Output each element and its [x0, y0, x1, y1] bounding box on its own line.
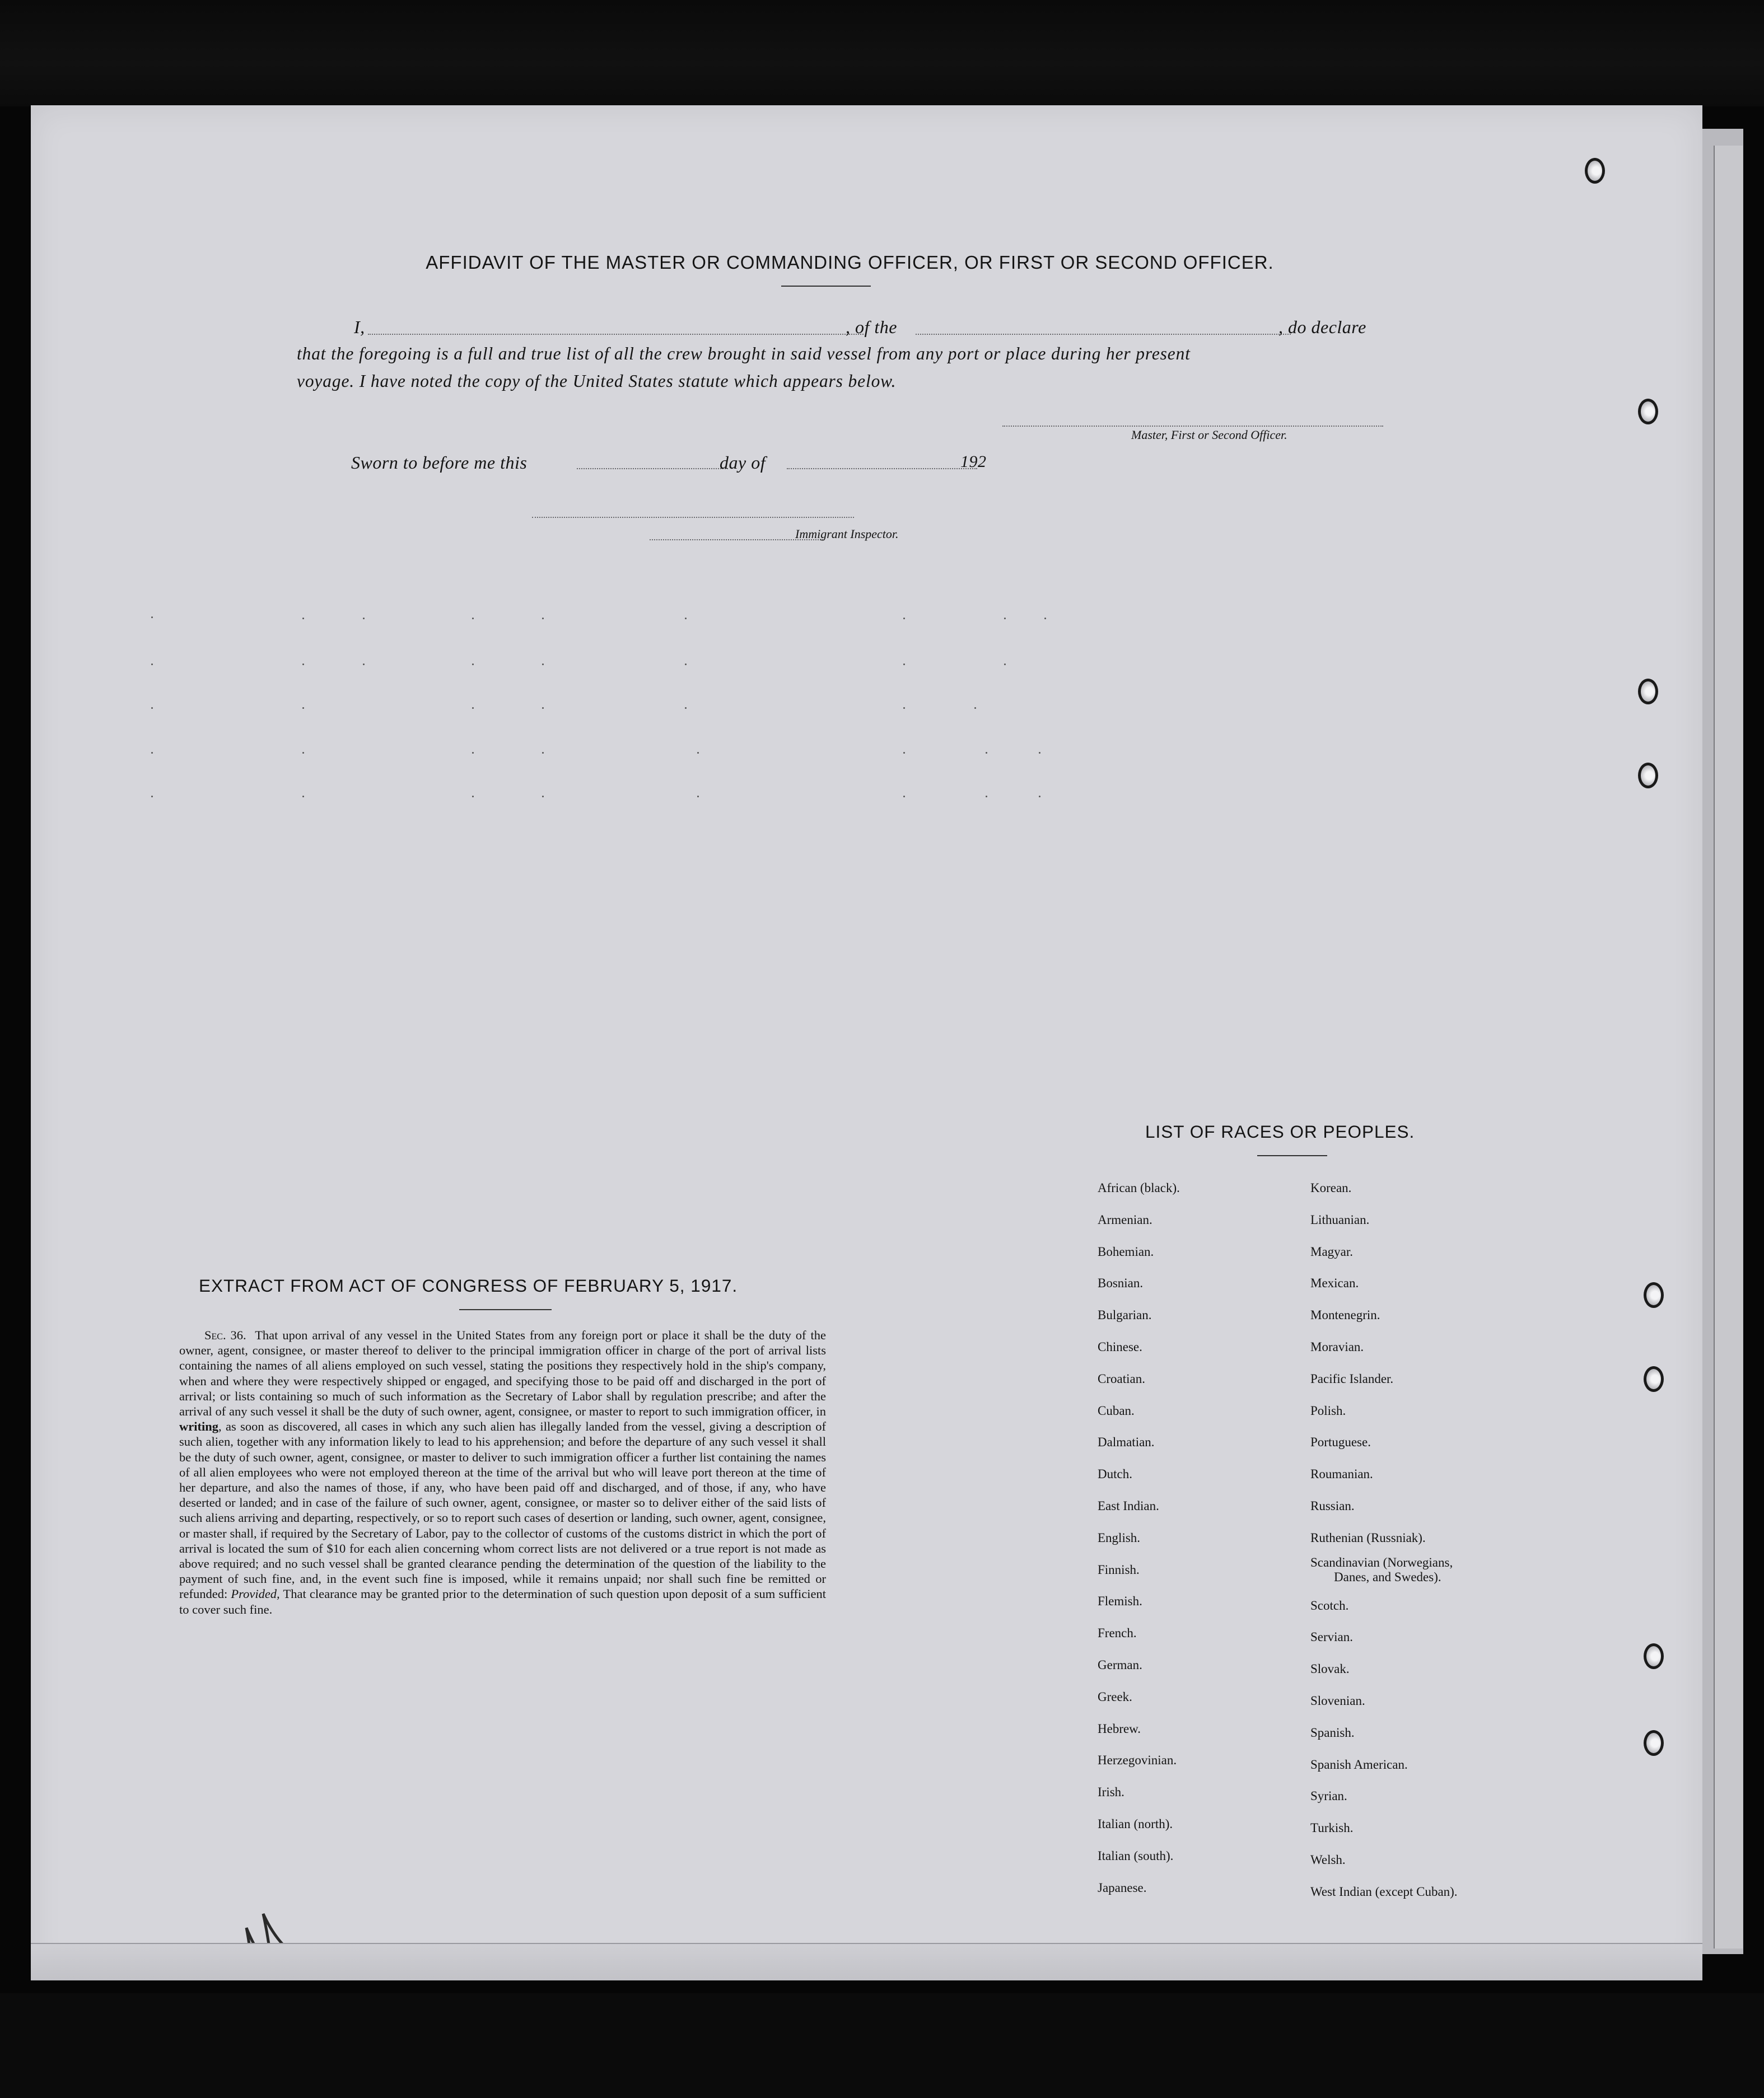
race-item: [1098, 1427, 1180, 1459]
race-item-label: Armenian.: [1098, 1212, 1152, 1227]
race-item: [1310, 1172, 1458, 1204]
writing-word: writing: [179, 1419, 218, 1434]
grid-dot: [974, 707, 976, 709]
race-item-label: Italian (south).: [1098, 1848, 1174, 1863]
scanner-surround-bottom: [0, 1993, 1764, 2098]
race-item: [1310, 1844, 1458, 1876]
grid-dot: [1004, 663, 1006, 665]
binder-hole-icon: [1644, 1730, 1664, 1756]
provided-word: Provided,: [231, 1587, 280, 1601]
race-item-label: Slovenian.: [1310, 1693, 1365, 1708]
race-item-label: Scandinavian (Norwegians,: [1310, 1555, 1453, 1569]
race-item: [1098, 1172, 1180, 1204]
grid-dot: [685, 707, 687, 709]
race-item: [1098, 1459, 1180, 1490]
extract-body-part-3: That clearance may be granted prior to the determination of such question upon deposit of a sum sufficient to cover such fine.: [179, 1587, 827, 1616]
race-item-label: East Indian.: [1098, 1498, 1159, 1513]
races-column-1: [1098, 1172, 1180, 1904]
race-item-label-continuation: Danes, and Swedes).: [1334, 1569, 1441, 1584]
extract-title-rule: [459, 1309, 552, 1310]
grid-dot: [151, 616, 153, 618]
race-item: [1310, 1717, 1458, 1749]
race-item: [1098, 1236, 1180, 1268]
section-label: Sec. 36.: [204, 1328, 246, 1342]
race-item-label: Herzegovinian.: [1098, 1753, 1177, 1768]
race-item: [1310, 1522, 1458, 1554]
race-item: [1098, 1809, 1180, 1840]
race-item: [1310, 1685, 1458, 1717]
race-item-label: Moravian.: [1310, 1339, 1364, 1354]
race-item-label: Flemish.: [1098, 1594, 1142, 1609]
binder-hole-icon: [1638, 399, 1658, 424]
grid-dot: [542, 663, 544, 665]
sworn-month-field[interactable]: [787, 468, 977, 469]
race-item-label: Roumanian.: [1310, 1467, 1373, 1482]
grid-dot: [542, 752, 544, 754]
race-item-label: Irish.: [1098, 1785, 1124, 1800]
affidavit-title: AFFIDAVIT OF THE MASTER OR COMMANDING OFFICER, OR FIRST OR SECOND OFFICER.: [426, 252, 1274, 273]
race-item: [1310, 1459, 1458, 1490]
race-item: [1098, 1331, 1180, 1363]
race-item: [1310, 1300, 1458, 1331]
page-bottom-fold: [31, 1943, 1702, 1980]
race-item: [1098, 1745, 1180, 1777]
inspector-caption: Immigrant Inspector.: [795, 527, 899, 541]
race-item-label: Japanese.: [1098, 1880, 1147, 1895]
race-item: [1098, 1681, 1180, 1713]
race-item-label: Italian (north).: [1098, 1816, 1173, 1831]
inspector-title-line: [532, 517, 854, 518]
race-item-label: African (black).: [1098, 1181, 1180, 1195]
race-item: [1310, 1204, 1458, 1236]
binder-hole-icon: [1644, 1282, 1664, 1308]
extract-body: [179, 1328, 826, 1617]
race-item-label: Greek.: [1098, 1689, 1132, 1704]
grid-dot: [472, 707, 474, 709]
race-item-label: Lithuanian.: [1310, 1212, 1370, 1227]
race-item-label: Dalmatian.: [1098, 1435, 1155, 1450]
year-label: 192: [960, 452, 987, 471]
grid-dot: [1044, 618, 1046, 619]
race-item: [1310, 1331, 1458, 1363]
race-item: [1098, 1300, 1180, 1331]
race-item: [1310, 1363, 1458, 1395]
race-item-label: Korean.: [1310, 1181, 1352, 1195]
race-item: [1310, 1590, 1458, 1622]
affidavit-of-the-label: , of the: [846, 317, 897, 337]
race-item-label: English.: [1098, 1530, 1141, 1545]
race-item: [1098, 1777, 1180, 1809]
grid-dot: [151, 663, 153, 665]
binder-hole-icon: [1644, 1366, 1664, 1392]
grid-dot: [1039, 796, 1040, 797]
race-item: [1098, 1840, 1180, 1872]
race-item: [1310, 1268, 1458, 1300]
race-item: [1310, 1749, 1458, 1781]
grid-dot: [302, 618, 304, 619]
binder-hole-icon: [1638, 763, 1658, 788]
grid-dot: [472, 752, 474, 754]
race-item-label: Cuban.: [1098, 1403, 1135, 1418]
binder-hole-icon: [1585, 158, 1605, 184]
race-item-label: Ruthenian (Russniak).: [1310, 1530, 1426, 1545]
grid-dot: [542, 618, 544, 619]
race-item: [1098, 1650, 1180, 1681]
race-item: [1098, 1204, 1180, 1236]
race-item-label: Bosnian.: [1098, 1276, 1144, 1291]
grid-dot: [363, 618, 365, 619]
race-item: [1098, 1554, 1180, 1586]
race-item: [1310, 1781, 1458, 1812]
grid-dot: [363, 663, 365, 665]
race-item-label: Finnish.: [1098, 1562, 1140, 1577]
race-item-label: Bulgarian.: [1098, 1308, 1152, 1323]
grid-dot: [151, 752, 153, 754]
race-item: [1310, 1622, 1458, 1653]
race-item-label: Montenegrin.: [1310, 1308, 1380, 1323]
race-item-label: Croatian.: [1098, 1371, 1145, 1386]
extract-body-part-1: That upon arrival of any vessel in the United States from any foreign port or place it shall be the duty of the owner, agent, consignee, or master thereof to deliver to the principal immigration officer in charge of the port of arrival lists containing the names of all aliens employed on such vessel, stating the positions they respectively hold in the ship's company, when and where they were respectively shipped or engaged, and specifying those to be paid off and discharged in the port of arrival; or lists containing so much of such information as the Secretary of Labor shall by regulation prescribe; and after the arrival of any such vessel it shall be the duty of such owner, agent, consignee, or master to report to such immigration officer, in: [179, 1328, 826, 1419]
races-title: LIST OF RACES OR PEOPLES.: [1145, 1122, 1415, 1142]
grid-dot: [685, 618, 687, 619]
signature-line[interactable]: [1002, 426, 1383, 427]
race-item-label: Chinese.: [1098, 1339, 1142, 1354]
signature-caption: Master, First or Second Officer.: [1131, 428, 1287, 442]
sworn-day-field[interactable]: [577, 468, 728, 469]
grid-dot: [472, 663, 474, 665]
race-item: [1098, 1872, 1180, 1904]
race-item: [1098, 1395, 1180, 1427]
grid-dot: [903, 618, 905, 619]
grid-dot: [903, 752, 905, 754]
grid-dot: [542, 796, 544, 797]
grid-dot: [542, 707, 544, 709]
race-item-label: Spanish.: [1310, 1725, 1355, 1740]
grid-dot: [685, 663, 687, 665]
race-item-label: Russian.: [1310, 1498, 1355, 1513]
master-name-field[interactable]: [368, 334, 864, 335]
race-item-label: Magyar.: [1310, 1244, 1354, 1259]
grid-dot: [697, 796, 699, 797]
race-item-label: Portuguese.: [1310, 1435, 1371, 1450]
race-item-label: Servian.: [1310, 1630, 1354, 1644]
race-item-label: Slovak.: [1310, 1662, 1350, 1676]
races-title-rule: [1257, 1155, 1327, 1156]
race-item: [1310, 1427, 1458, 1459]
grid-dot: [302, 796, 304, 797]
race-item-label: Turkish.: [1310, 1821, 1354, 1835]
race-item: [1310, 1236, 1458, 1268]
race-item-label: Hebrew.: [1098, 1721, 1141, 1736]
grid-dot: [151, 707, 153, 709]
race-item-label: French.: [1098, 1626, 1137, 1641]
affidavit-title-rule: [781, 286, 871, 287]
extract-body-part-2: , as soon as discovered, all cases in which any such alien has illegally landed from the vessel, giving a description of such alien, together with any information likely to lead to his apprehension; and before the departure of any such vessel it shall be the duty of such owner, agent, consignee, or master to deliver to such immigration officer a further list containing the names of all alien employees who were not employed thereon at the time of the arrival but who will leave port thereon at the time of her departure, and also the names of those, if any, who have been paid off and discharged, and of those, if any, who have deserted or landed; and in case of the failure of such owner, agent, consignee, or master so to deliver either of the said lists of such aliens arriving and departing, respectively, or so to report such cases of desertion or landing, such owner, agent, consignee, or master shall, if required by the Secretary of Labor, pay to the collector of customs of the customs district in which the port of arrival is located the sum of $10 for each alien concerning whom correct lists are not delivered or a true report is not made as above required; and no such vessel shall be granted clearance pending the determination of the question of the liability to the payment of such fine, and, in the event such fine is imposed, while it remains unpaid; nor shall such fine be remitted or refunded:: [179, 1419, 826, 1601]
binder-hole-icon: [1644, 1643, 1664, 1669]
binder-hole-icon: [1638, 679, 1658, 704]
grid-dot: [1039, 752, 1040, 754]
grid-dot: [472, 796, 474, 797]
race-item: [1098, 1268, 1180, 1300]
race-item-label: Welsh.: [1310, 1852, 1346, 1867]
race-item: [1098, 1363, 1180, 1395]
race-item: [1098, 1713, 1180, 1745]
grid-dot: [903, 796, 905, 797]
race-item: [1310, 1395, 1458, 1427]
race-item-label: Pacific Islander.: [1310, 1371, 1394, 1386]
sworn-label: Sworn to before me this: [351, 452, 528, 473]
race-item: [1310, 1812, 1458, 1844]
race-item: [1310, 1876, 1458, 1908]
race-item: [1098, 1490, 1180, 1522]
race-item: [1098, 1618, 1180, 1650]
grid-dot: [302, 707, 304, 709]
document-page: [31, 105, 1702, 1978]
race-item: [1098, 1586, 1180, 1618]
grid-dot: [151, 796, 153, 797]
grid-dot: [302, 663, 304, 665]
race-item-label: West Indian (except Cuban).: [1310, 1884, 1458, 1899]
race-item: [1098, 1522, 1180, 1554]
grid-dot: [697, 752, 699, 754]
race-item-label: Spanish American.: [1310, 1757, 1408, 1772]
affidavit-line-2: that the foregoing is a full and true list of all the crew brought in said vessel from any port or place during her present: [297, 344, 1191, 363]
grid-dot: [986, 796, 987, 797]
race-item-label: Syrian.: [1310, 1789, 1347, 1803]
race-item-label: Bohemian.: [1098, 1244, 1154, 1259]
race-item-label: Dutch.: [1098, 1467, 1132, 1482]
day-of-label: day of: [720, 452, 766, 473]
race-item-label: Polish.: [1310, 1403, 1346, 1418]
grid-dot: [903, 663, 905, 665]
grid-dot: [302, 752, 304, 754]
grid-dot: [472, 618, 474, 619]
race-item: [1310, 1490, 1458, 1522]
grid-dot: [903, 707, 905, 709]
race-item-label: Mexican.: [1310, 1276, 1359, 1291]
extract-title: EXTRACT FROM ACT OF CONGRESS OF FEBRUARY 5, 1917.: [199, 1275, 738, 1296]
vessel-name-field[interactable]: [916, 334, 1291, 335]
grid-dot: [986, 752, 987, 754]
race-item: [1310, 1554, 1458, 1590]
affidavit-i-label: I,: [354, 317, 365, 337]
affidavit-line-3: voyage. I have noted the copy of the United States statute which appears below.: [297, 371, 897, 391]
grid-dot: [1004, 618, 1006, 619]
race-item: [1310, 1653, 1458, 1685]
scanner-surround-top: [0, 0, 1764, 106]
affidavit-do-declare-label: , do declare: [1278, 317, 1366, 337]
race-item-label: Scotch.: [1310, 1598, 1349, 1613]
back-sheet-edge-inner: [1714, 146, 1743, 1949]
races-column-2: [1310, 1172, 1458, 1908]
race-item-label: German.: [1098, 1657, 1142, 1672]
